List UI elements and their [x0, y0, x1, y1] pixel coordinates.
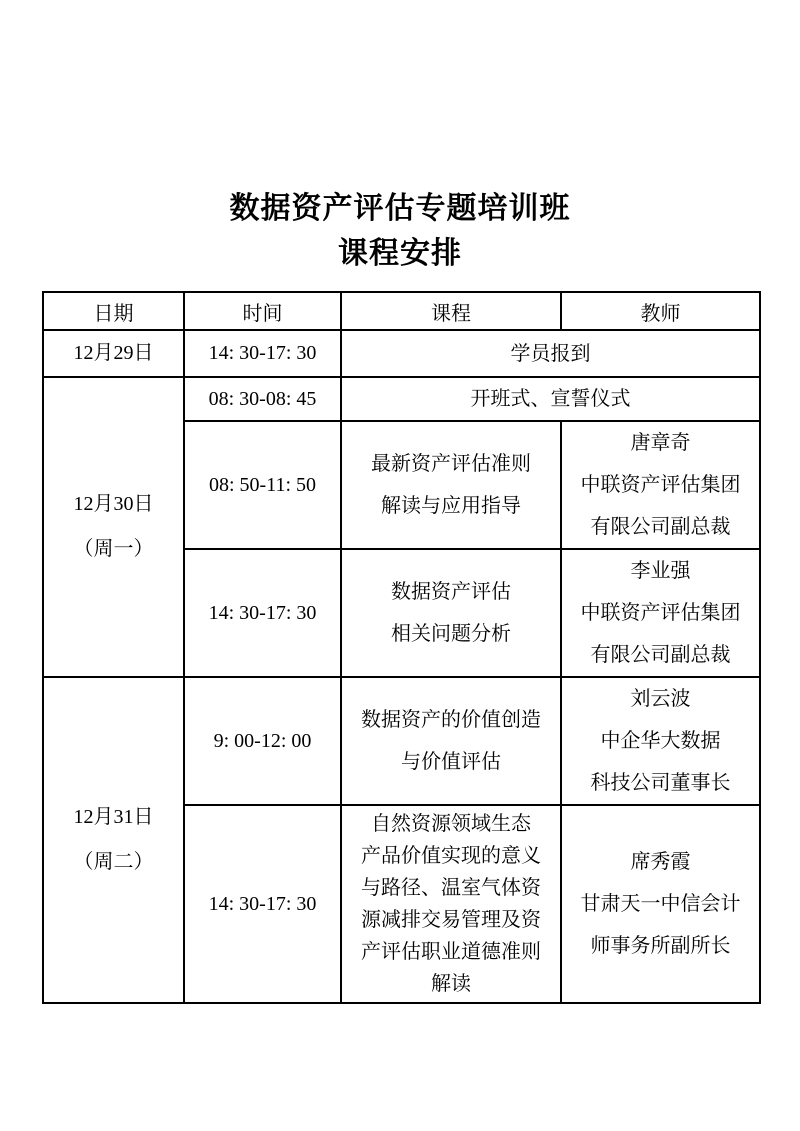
document-title-line1: 数据资产评估专题培训班 [229, 192, 571, 225]
course-schedule-table [42, 291, 761, 1004]
cell-course-dec30-morning [341, 421, 561, 549]
text-line: 李业强 [630, 560, 691, 582]
text-line: 12月29日 [73, 342, 154, 364]
text-line: 有限公司副总裁 [590, 644, 731, 666]
text-line: 中企华大数据 [600, 730, 721, 752]
text-line: 科技公司董事长 [590, 772, 731, 794]
text-line: （周二） [73, 851, 154, 873]
text-line: 中联资产评估集团 [580, 474, 741, 496]
text-line: 最新资产评估准则 [371, 453, 531, 475]
text-line: 数据资产的价值创造 [361, 709, 541, 731]
text-line: 自然资源领域生态 [371, 813, 531, 835]
cell-time-dec30-afternoon: 14: 30-17: 30 [184, 549, 341, 677]
cell-course-opening [341, 377, 760, 421]
text-line: 唐章奇 [630, 432, 691, 454]
header-cell-date: 日期 [43, 292, 184, 330]
text-line: 学员报到 [510, 342, 591, 365]
text-line: 解读 [431, 973, 471, 995]
cell-course-registration [341, 330, 760, 377]
cell-teacher-dec31-afternoon [561, 805, 760, 1003]
text-line: 甘肃天一中信会计 [580, 893, 741, 915]
cell-course-dec31-morning [341, 677, 561, 805]
cell-time-dec30-morning: 08: 50-11: 50 [184, 421, 341, 549]
text-line: 开班式、宣誓仪式 [470, 388, 631, 410]
cell-date-dec30 [43, 377, 184, 677]
text-line: （周一） [73, 538, 154, 560]
table-row-dec30-opening [43, 377, 760, 421]
header-row [43, 292, 760, 330]
text-line: 12月30日 [73, 493, 154, 515]
document-title-line2: 课程安排 [338, 237, 462, 270]
text-line: 与价值评估 [401, 751, 501, 773]
header-cell-course: 课程 [341, 292, 561, 330]
text-line: 相关问题分析 [391, 623, 511, 645]
cell-time-opening: 08: 30-08: 45 [184, 377, 341, 421]
text-line: 席秀霞 [630, 851, 691, 873]
cell-date-dec31 [43, 677, 184, 1003]
document-title [0, 186, 800, 276]
cell-teacher-dec30-afternoon [561, 549, 760, 677]
cell-time-dec31-morning: 9: 00-12: 00 [184, 677, 341, 805]
text-line: 中联资产评估集团 [580, 602, 741, 624]
text-line: 有限公司副总裁 [590, 516, 731, 538]
text-line: 与路径、温室气体资 [361, 877, 541, 899]
cell-time-registration: 14: 30-17: 30 [184, 330, 341, 377]
text-line: 数据资产评估 [391, 581, 511, 603]
cell-course-dec30-afternoon [341, 549, 561, 677]
table-row-dec29-registration [43, 330, 760, 377]
text-line: 解读与应用指导 [381, 495, 521, 517]
text-line: 产评估职业道德准则 [361, 941, 541, 963]
header-cell-time: 时间 [184, 292, 341, 330]
cell-date-dec29 [43, 330, 184, 377]
cell-time-dec31-afternoon: 14: 30-17: 30 [184, 805, 341, 1003]
cell-teacher-dec30-morning [561, 421, 760, 549]
header-cell-teacher: 教师 [561, 292, 760, 330]
cell-course-dec31-afternoon [341, 805, 561, 1003]
text-line: 刘云波 [630, 688, 691, 710]
text-line: 12月31日 [73, 806, 154, 828]
text-line: 源减排交易管理及资 [361, 909, 541, 931]
table-row-dec31-morning [43, 677, 760, 805]
text-line: 产品价值实现的意义 [361, 845, 541, 867]
cell-teacher-dec31-morning [561, 677, 760, 805]
text-line: 师事务所副所长 [590, 935, 731, 957]
